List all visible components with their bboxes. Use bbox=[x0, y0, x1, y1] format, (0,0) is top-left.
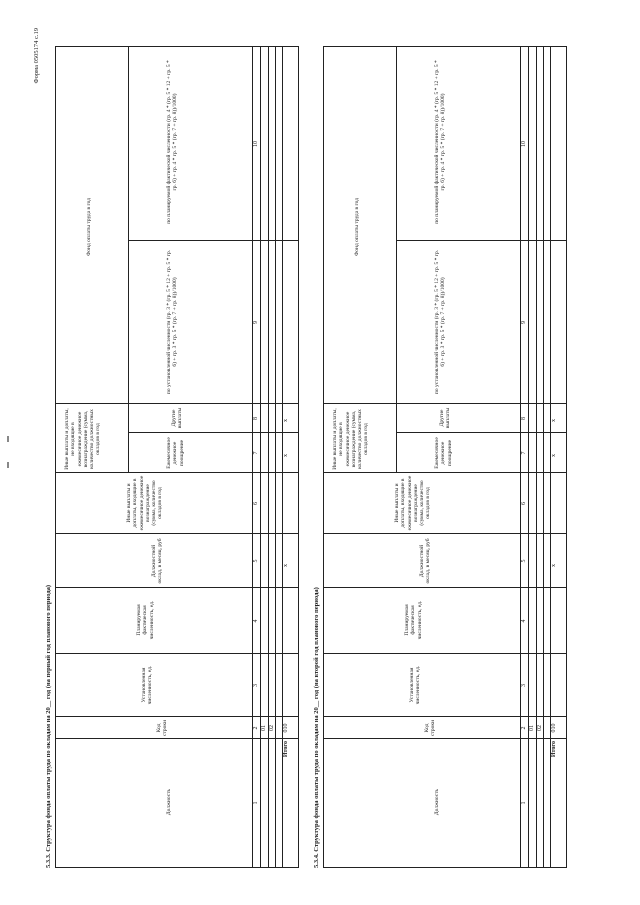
col-number: 3 bbox=[521, 684, 527, 687]
header-planned: Планируемая фактическая численность, ед. bbox=[404, 600, 423, 640]
col-number: 5 bbox=[253, 559, 259, 563]
x-mark: x bbox=[283, 564, 289, 567]
total-code: 010 bbox=[283, 723, 289, 733]
col-number: 2 bbox=[253, 726, 259, 730]
col-number: 10 bbox=[521, 141, 527, 147]
header-established: Установленная численность, ед. bbox=[409, 665, 422, 705]
col-number: 3 bbox=[253, 684, 259, 687]
row-code: 01 bbox=[261, 725, 267, 731]
x-mark: x bbox=[551, 454, 557, 457]
header-fund: Фонд оплаты труда в год bbox=[354, 197, 360, 257]
punch-mark bbox=[7, 436, 9, 442]
col-number: 9 bbox=[521, 321, 527, 324]
col-number: 2 bbox=[521, 726, 527, 730]
col-number: 4 bbox=[253, 619, 259, 623]
table-section-2 bbox=[323, 46, 567, 868]
col-number: 10 bbox=[253, 141, 259, 147]
header-other-payments: Иные выплаты и доплаты, входящие в ежемесячное денежное вознаграждение (сумма, количество окладов в год bbox=[394, 475, 432, 531]
section-title: 5.3.4. Структура фонда оплаты труда по окладам на 20__ год (на второй год планового периода) bbox=[313, 587, 320, 868]
header-salary: Должностной оклад, в месяц, руб bbox=[419, 538, 432, 584]
table-section-1 bbox=[55, 46, 299, 868]
form-number: Форма 0505174 с.19 bbox=[33, 28, 40, 84]
col-number: 1 bbox=[253, 801, 259, 805]
header-planned: Планируемая фактическая численность, ед. bbox=[136, 600, 155, 640]
header-monthly-bonus: Ежемесячное денежное поощрение bbox=[166, 437, 185, 469]
col-number: 9 bbox=[253, 321, 259, 324]
header-position: Должность bbox=[166, 788, 172, 816]
x-mark: x bbox=[551, 419, 557, 422]
x-mark: x bbox=[283, 419, 289, 422]
header-fund-planned: по планируемой фактической численности (гр. 4 * (гр. 5 * 12 + гр. 5 * гр. 6) + гр. 4 * гр. 5 * (гр. 7 + гр. 8))/1000) bbox=[434, 60, 447, 224]
col-number: 7 bbox=[521, 451, 527, 455]
col-number: 1 bbox=[521, 801, 527, 805]
punch-mark bbox=[7, 462, 9, 468]
col-number: 8 bbox=[253, 417, 259, 420]
header-position: Должность bbox=[434, 788, 440, 816]
header-salary: Должностной оклад, в месяц, руб bbox=[151, 538, 164, 584]
header-other-not-included: Иные выплаты и доплаты, не входящие в ежемесячное денежное вознаграждение (сумма, количество должностных окладов в год bbox=[64, 408, 102, 470]
total-label: Итого bbox=[551, 741, 557, 758]
header-code: Код строки bbox=[424, 719, 437, 737]
section-title: 5.3.3. Структура фонда оплаты труда по окладам на 20__ год (на первый год планового периода) bbox=[45, 584, 52, 868]
col-number: 6 bbox=[253, 502, 259, 505]
col-number: 4 bbox=[521, 619, 527, 623]
col-number: 6 bbox=[521, 502, 527, 505]
col-number: 5 bbox=[521, 559, 527, 563]
header-other-pay: Другие выплаты bbox=[439, 407, 452, 429]
header-established: Установленная численность, ед. bbox=[141, 665, 154, 705]
x-mark: x bbox=[283, 454, 289, 457]
row-code: 01 bbox=[529, 725, 535, 731]
header-other-pay: Другие выплаты bbox=[171, 407, 184, 429]
row-code: 02 bbox=[269, 725, 275, 731]
header-other-not-included: Иные выплаты и доплаты, не входящие в ежемесячное денежное вознаграждение (сумма, количество должностных окладов в год bbox=[332, 408, 370, 470]
row-code: 02 bbox=[537, 725, 543, 731]
header-code: Код строки bbox=[156, 719, 169, 737]
landscape-sheet bbox=[35, 22, 605, 882]
total-code: 010 bbox=[551, 723, 557, 733]
header-fund-established: по установленной численности (гр. 3 * (гр. 5 * 12 + гр. 5 * гр. 6) + гр. 3 * гр. 5 * (гр. 7 + гр. 8))/1000) bbox=[166, 249, 179, 395]
header-fund: Фонд оплаты труда в год bbox=[86, 197, 92, 257]
header-fund-planned: по планируемой фактической численности (гр. 4 * (гр. 5 * 12 + гр. 5 * гр. 6) + гр. 4 * гр. 5 * (гр. 7 + гр. 8))/1000) bbox=[166, 60, 179, 224]
col-number: 7 bbox=[253, 451, 259, 455]
x-mark: x bbox=[551, 564, 557, 567]
total-label: Итого bbox=[283, 741, 289, 758]
header-other-payments: Иные выплаты и доплаты, входящие в ежемесячное денежное вознаграждение (сумма, количество окладов в год bbox=[126, 475, 164, 531]
header-monthly-bonus: Ежемесячное денежное поощрение bbox=[434, 437, 453, 469]
col-number: 8 bbox=[521, 417, 527, 420]
header-fund-established: по установленной численности (гр. 3 * (гр. 5 * 12 + гр. 5 * гр. 6) + гр. 3 * гр. 5 * (гр. 7 + гр. 8))/1000) bbox=[434, 249, 447, 395]
